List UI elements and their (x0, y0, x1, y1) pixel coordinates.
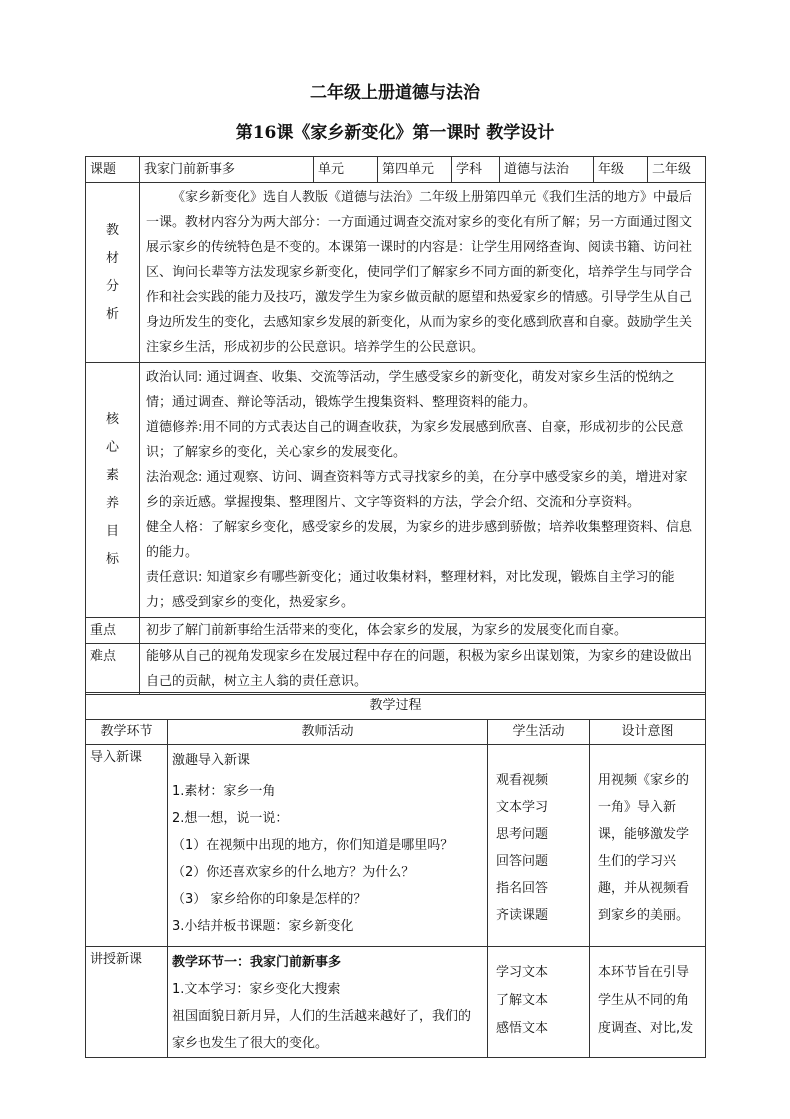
header-teacher: 教师活动 (168, 720, 488, 745)
core-goal-item: 道德修养:用不同的方式表达自己的调查收获，为家乡发展感到欣喜、自豪，形成初步的公民意识；了解家乡的变化，关心家乡的发展变化。 (146, 420, 684, 460)
student-activity-line: 回答问题 (496, 854, 549, 869)
process-row-lecture (86, 947, 706, 1058)
student-activity-line: 了解文本 (496, 993, 549, 1008)
teacher-activity-line: 1.素材：家乡一角 (172, 784, 276, 799)
student-activity-line: 文本学习 (496, 800, 549, 815)
teacher-activity-line: （1）在视频中出现的地方，你们知道是哪里吗？ (172, 838, 454, 853)
analysis-label-line-2: 分 析 (105, 278, 129, 322)
header-stage: 教学环节 (86, 720, 168, 745)
student-activity-line: 思考问题 (496, 827, 549, 842)
key-point-row (86, 618, 706, 644)
analysis-label-line-1: 教 材 (105, 222, 129, 266)
teacher-activity-line: 祖国面貌日新月异，人们的生活越来越好了，我们的家乡也发生了很大的变化。 (172, 1009, 472, 1051)
core-goal-item: 政治认同: 通过调查、收集、交流等活动，学生感受家乡的新变化，萌发对家乡生活的悦纳之情；通过调查、辩论等活动，锻炼学生搜集资料、整理资料的能力。 (146, 370, 675, 410)
grade-label: 年级 (594, 157, 648, 183)
analysis-text: 《家乡新变化》选自人教版《道德与法治》二年级上册第四单元《我们生活的地方》中最后一课。教材内容分为两大部分：一方面通过调查交流对家乡的变化有所了解；另一方面通过图文展示家乡的传统特色是不变的。本课第一课时的内容是：让学生用网络查询、阅读书籍、访问社区、询问长辈等方法发现家乡新变化，使同学们了解家乡不同方面的新变化，培养学生与同学合作和社会实践的能力及技巧，激发学生为家乡做贡献的愿望和热爱家乡的情感。引导学生从自己身边所发生的变化，去感知家乡发展的新变化，从而为家乡的变化感到欣喜和自豪。鼓励学生关注家乡生活，形成初步的公民意识。培养学生的公民意识。 (146, 190, 693, 355)
student-activity-cell (488, 947, 590, 1058)
topic-value: 我家门前新事多 (140, 157, 314, 183)
teaching-process-table (85, 692, 706, 1058)
teacher-activity-line: （2）你还喜欢家乡的什么地方？为什么？ (172, 865, 415, 880)
student-activity-line: 观看视频 (496, 773, 549, 788)
student-activity-line: 齐读课题 (496, 908, 549, 923)
subject-value: 道德与法治 (500, 157, 594, 183)
info-row (86, 157, 706, 183)
process-section-row (86, 693, 706, 720)
topic-label: 课题 (86, 157, 140, 183)
core-label-line-3: 目 标 (105, 524, 129, 567)
difficulty-text: 能够从自己的视角发现家乡在发展过程中存在的问题，积极为家乡出谋划策，为家乡的建设做出自己的贡献，树立主人翁的责任意识。 (140, 644, 706, 695)
process-row-intro (86, 745, 706, 947)
unit-value: 第四单元 (378, 157, 452, 183)
core-goals-cell (140, 363, 706, 618)
student-activity-line: 指名回答 (496, 881, 549, 896)
subject-label: 学科 (452, 157, 500, 183)
design-intent-cell: 本环节旨在引导学生从不同的角度调查、对比,发 (590, 947, 706, 1058)
core-goal-item: 法治观念: 通过观察、访问、调查资料等方式寻找家乡的美，在分享中感受家乡的美，增进对家乡的亲近感。掌握搜集、整理图片、文字等资料的方法，学会介绍、交流和分享资料。 (146, 470, 688, 510)
difficulty-label: 难点 (86, 644, 140, 695)
design-intent-cell: 用视频《家乡的一角》导入新课，能够激发学生们的学习兴趣，并从视频看到家乡的美丽。 (590, 745, 706, 947)
teacher-activity-cell (168, 745, 488, 947)
core-label-line-1: 核 心 (105, 412, 129, 455)
teacher-activity-line: 激趣导入新课 (172, 753, 251, 768)
student-activity-line: 学习文本 (496, 965, 549, 980)
document-title: 二年级上册道德与法治 (310, 83, 480, 103)
analysis-label (86, 183, 140, 363)
difficulty-row (86, 644, 706, 695)
process-section-title: 教学过程 (86, 693, 706, 720)
teacher-activity-line: 3.小结并板书课题：家乡新变化 (172, 919, 354, 934)
core-label-line-2: 素 养 (105, 468, 129, 511)
unit-label: 单元 (314, 157, 378, 183)
teacher-activity-line: 1.文本学习：家乡变化大搜索 (172, 982, 341, 997)
analysis-row (86, 183, 706, 363)
teacher-activity-heading: 教学环节一：我家门前新事多 (172, 955, 342, 970)
grade-value: 二年级 (648, 157, 706, 183)
key-point-text: 初步了解门前新事给生活带来的变化，体会家乡的发展，为家乡的发展变化而自豪。 (140, 618, 706, 644)
core-goals-label (86, 363, 140, 618)
stage-cell: 讲授新课 (86, 947, 168, 1058)
core-goal-item: 责任意识: 知道家乡有哪些新变化；通过收集材料，整理材料，对比发现，锻炼自主学习的能力；感受到家乡的变化，热爱家乡。 (146, 570, 675, 610)
lesson-info-table (85, 156, 706, 695)
analysis-cell (140, 183, 706, 363)
teacher-activity-line: （3） 家乡给你的印象是怎样的？ (172, 892, 367, 907)
student-activity-line: 感悟文本 (496, 1021, 549, 1036)
core-goals-row (86, 363, 706, 618)
header-student: 学生活动 (488, 720, 590, 745)
teacher-activity-line: 2.想一想，说一说： (172, 811, 289, 826)
process-header-row (86, 720, 706, 745)
core-goal-item: 健全人格：了解家乡变化，感受家乡的发展，为家乡的进步感到骄傲；培养收集整理资料、信息的能力。 (146, 520, 693, 560)
header-intent: 设计意图 (590, 720, 706, 745)
student-activity-cell (488, 745, 590, 947)
document-subtitle: 第16课《家乡新变化》第一课时 教学设计 (235, 123, 555, 143)
teacher-activity-cell (168, 947, 488, 1058)
stage-cell: 导入新课 (86, 745, 168, 947)
key-point-label: 重点 (86, 618, 140, 644)
